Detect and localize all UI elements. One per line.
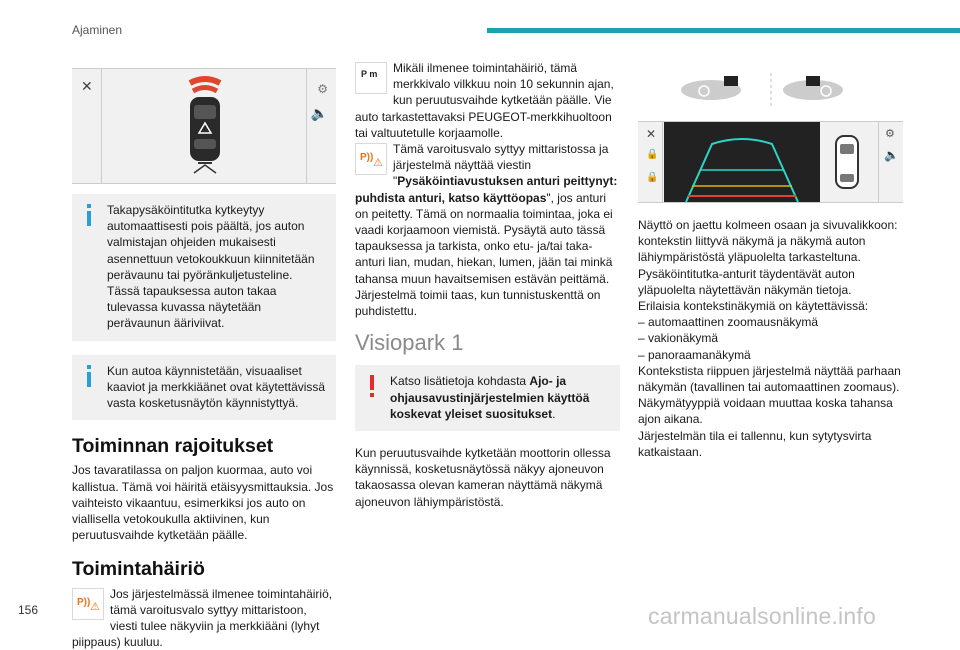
info-icon [82, 204, 96, 227]
rear-zone [194, 165, 216, 173]
column-2 [355, 60, 620, 510]
screen-layout-text: Näyttö on jaettu kolmeen osaan ja sivuvalikkoon: kontekstin liittyvä näkymä ja näkymä auton lähiympäristöstä yläpuolelta tarkasteltuna. [638, 218, 898, 265]
list-item: – vakionäkymä [638, 331, 719, 346]
list-item: – panoraamanäkymä [638, 347, 751, 362]
sensor-arc-front-inner [193, 88, 217, 92]
gear-icon[interactable]: ⚙ [317, 82, 328, 96]
change-view-text: Näkymätyyppiä voidaan muuttaa koska tahansa ajon aikana. [638, 396, 893, 427]
warning-note [355, 365, 620, 431]
warning-exclamation-icon [365, 375, 379, 398]
warning-text-bold: Ajo- ja ohjausavustinjärjestelmien käyttöä koskevat yleiset suositukset [390, 374, 590, 421]
sensor-covered-tail: , jos anturi on peitetty. Tämä on normaalia toimintaa, joka ei vaadi korjaamoon viemistä. Pysäytä auto tässä tapauksessa ja tarkista, onko etu- ja/tai taka-anturi lian, mudan, hiekan, lumen, jään tai minkä tahansa muun havaitsemisen estävän peittämä. Järjestelmä toimii taas, kun tunnistuskenttä on puhdistettu. [355, 190, 613, 319]
sensor-covered-paragraph: P)) ⚠ Tämä varoitusvalo syttyy mittaristossa ja järjestelmä näyttää viestin "Pysäköintiavustuksen anturi peittynyt: puhdista anturi, katso käyttöopas", jos anturi on peitetty. Tämä on normaalia toimintaa, joka ei vaadi korjaamoon viemistä. Pysäytä auto tässä tapauksessa ja tarkista, onko etu- ja/tai taka-anturi lian, mudan, hiekan, lumen, jään tai minkä tahansa muun havaitsemisen estävän peittämä. Järjestelmä toimii taas, kun tunnistuskenttä on puhdistettu. [355, 142, 618, 319]
column-1 [72, 68, 336, 650]
camera-view [664, 122, 820, 202]
service-paragraph [355, 60, 620, 141]
sensor-arc-front-outer [190, 79, 220, 83]
car-windscreen [194, 105, 216, 119]
fault-paragraph [72, 586, 336, 650]
section-title: Ajaminen [72, 23, 123, 37]
car-top-icon [820, 122, 878, 204]
info-note-trailer [72, 194, 336, 341]
screen-menu-panel [638, 122, 663, 202]
info-text-startup: Kun autoa käynnistetään, visuaaliset kaaviot ja merkkiäänet ovat käytettävissä vasta kosketusnäytön käynnistyttyä. [107, 363, 326, 411]
dashboard-indicators [638, 73, 903, 107]
column-3 [638, 73, 903, 460]
state-not-saved-text: Järjestelmän tila ei tallennu, kun sytytysvirta katkaistaan. [638, 428, 872, 459]
info-icon [82, 365, 96, 388]
park-sensor-fault-icon: P)) ⚠ [72, 588, 104, 620]
lock-icon[interactable]: 🔒 [646, 172, 659, 183]
visiopark-screen [638, 121, 903, 203]
best-view-text: Kontekstista riippuen järjestelmä näyttää parhaan näkymän (tavallinen tai automaattinen zoomaus). [638, 363, 901, 395]
heading-visiopark: Visiopark 1 [355, 330, 464, 356]
reverse-guide-lines [664, 122, 820, 204]
watermark: carmanualsonline.info [648, 603, 876, 629]
sensor-complement-text: Pysäköintitutka-anturit täydentävät auton yläpuolelta näytettävän näkymän tietoja. [638, 266, 855, 297]
limitations-text: Jos tavaratilassa on paljon kuormaa, auto voi kallistua. Tämä voi häiritä etäisyysmittauksia. Jos vaihteisto vikaantuu, esimerkiksi jos auto on viallisella vetokoukulla aktiivinen, kun peruutusvaihde kytketään päälle. [72, 463, 334, 543]
close-icon[interactable]: ✕ [81, 78, 93, 94]
speaker-icon[interactable]: 🔈 [310, 105, 328, 121]
gear-icon[interactable]: ⚙ [885, 128, 895, 140]
fault-text: Jos järjestelmässä ilmenee toimintahäiriö, tämä varoitusvalo syttyy mittaristoon, viesti tulee näkyviin ja merkkiääni (lyhyt piippaus) kuuluu. [72, 586, 333, 650]
lock-icon[interactable]: 🔒 [646, 149, 659, 160]
list-item: – automaattinen zoomausnäkymä [638, 315, 819, 330]
car-top-view [72, 69, 336, 185]
park-sensor-warning-icon: P)) ⚠ [355, 143, 387, 175]
context-views-text: Erilaisia kontekstinäkymiä on käytettävissä: [638, 299, 869, 314]
heading-limitations: Toiminnan rajoitukset [72, 435, 274, 458]
heading-fault: Toimintahäiriö [72, 558, 205, 581]
info-text-trailer: Takapysäköintitutka kytkeytyy automaattisesti pois päältä, jos auton valmistajan ohjeiden mukaisesti asennettuun vetokoukkuun kiinnitetään perävaunu tai pyöränkuljetusteline. Tässä tapauksessa auton takaa tulevassa kuvassa näytetään perävaunun ääriviivat. [107, 203, 315, 331]
indicator-left-camera [724, 76, 738, 86]
sensor-covered-lead: Tämä varoitusvalo syttyy mittaristossa ja järjestelmä näyttää viestin [393, 142, 609, 173]
warning-text: Katso lisätietoja kohdasta Ajo- ja ohjausavustinjärjestelmien käyttöä koskevat yleiset suositukset. [390, 374, 590, 421]
indicator-right-camera [806, 76, 820, 86]
page-number: 156 [18, 603, 39, 617]
header-accent-bar [487, 28, 960, 33]
park-service-icon: P m [355, 62, 387, 94]
parking-sensor-screen [72, 68, 336, 184]
info-note-startup [72, 355, 336, 421]
visiopark-intro: Kun peruutusvaihde kytketään moottorin ollessa käynnissä, kosketusnäytössä näkyy ajoneuvon takaosassa olevan kameran näyttämä näkymä ajoneuvon lähiympäristöstä. [355, 446, 611, 509]
close-icon[interactable]: ✕ [646, 127, 657, 141]
speaker-icon[interactable]: 🔈 [884, 148, 899, 162]
car-rear-window [194, 139, 216, 149]
sensor-covered-message: Pysäköintiavustuksen anturi peittynyt: puhdista anturi, katso käyttöopas [355, 174, 618, 205]
service-text: Mikäli ilmenee toimintahäiriö, tämä merkkivalo vilkkuu noin 10 sekunnin ajan, kun peruutusvaihde kytketään päälle. Vie auto tarkastettavaksi PEUGEOT-merkkihuoltoon tai valtuutetulle korjaamolle. [355, 61, 614, 140]
